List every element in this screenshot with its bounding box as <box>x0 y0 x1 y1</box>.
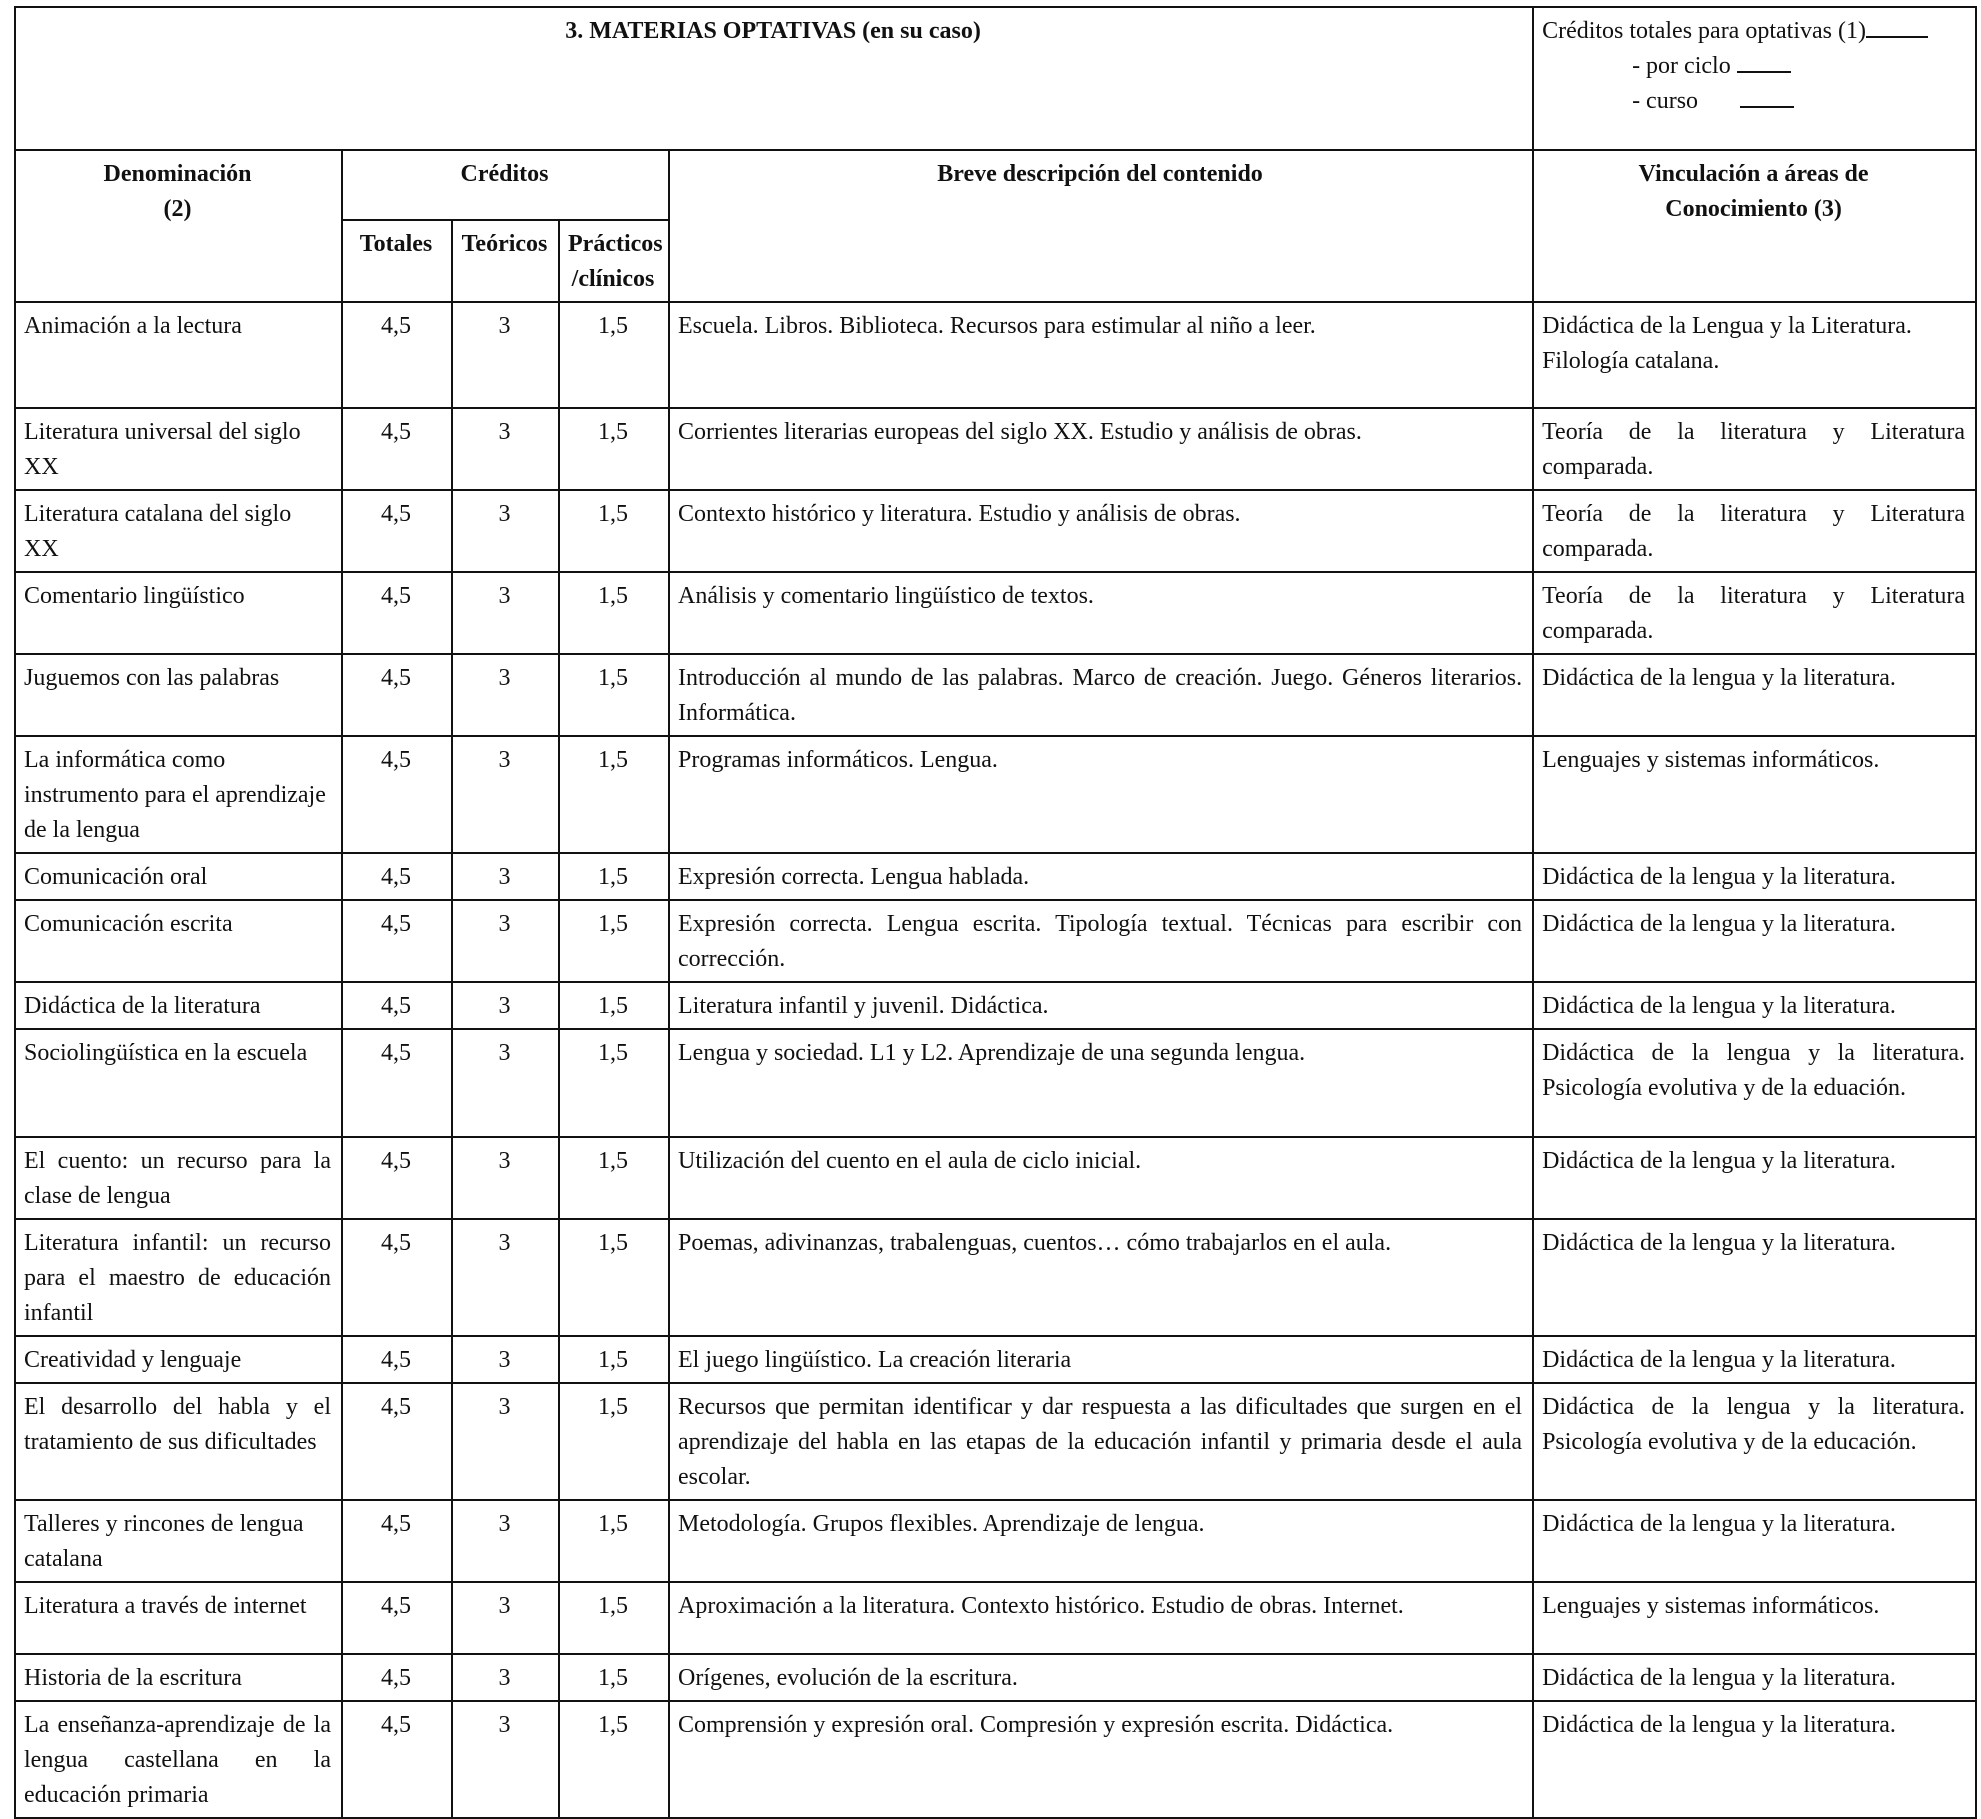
subject-name: Literatura universal del siglo XX <box>15 408 342 490</box>
content-description: Contexto histórico y literatura. Estudio y análisis de obras. <box>669 490 1533 572</box>
credits-totales: 4,5 <box>342 1219 452 1336</box>
content-description: Orígenes, evolución de la escritura. <box>669 1654 1533 1701</box>
credits-practicos: 1,5 <box>559 1219 669 1336</box>
credits-totales: 4,5 <box>342 1336 452 1383</box>
subject-name: La informática como instrumento para el aprendizaje de la lengua <box>15 736 342 853</box>
content-description: Expresión correcta. Lengua escrita. Tipología textual. Técnicas para escribir con corrección. <box>669 900 1533 982</box>
credits-teoricos: 3 <box>452 1137 559 1219</box>
credits-teoricos: 3 <box>452 302 559 408</box>
subject-name: Comunicación oral <box>15 853 342 900</box>
credits-teoricos: 3 <box>452 1582 559 1654</box>
content-description: Aproximación a la literatura. Contexto histórico. Estudio de obras. Internet. <box>669 1582 1533 1654</box>
knowledge-area: Didáctica de la lengua y la literatura. <box>1533 900 1976 982</box>
header-descripcion: Breve descripción del contenido <box>669 150 1533 302</box>
credits-practicos: 1,5 <box>559 408 669 490</box>
credits-totales: 4,5 <box>342 1383 452 1500</box>
credits-ciclo-label: - por ciclo <box>1632 53 1731 79</box>
knowledge-area: Didáctica de la lengua y la literatura. Psicología evolutiva y de la educación. <box>1533 1383 1976 1500</box>
subject-name: Literatura catalana del siglo XX <box>15 490 342 572</box>
subject-name: Historia de la escritura <box>15 1654 342 1701</box>
optativas-table <box>14 6 1977 1819</box>
header-practicos-label: Prácticos <box>568 231 663 257</box>
knowledge-area: Didáctica de la lengua y la literatura. <box>1533 654 1976 736</box>
subject-name: Didáctica de la literatura <box>15 982 342 1029</box>
subject-name: Comunicación escrita <box>15 900 342 982</box>
credits-totales: 4,5 <box>342 736 452 853</box>
credits-totales: 4,5 <box>342 302 452 408</box>
credits-totales: 4,5 <box>342 1500 452 1582</box>
content-description: Literatura infantil y juvenil. Didáctica. <box>669 982 1533 1029</box>
content-description: Corrientes literarias europeas del siglo XX. Estudio y análisis de obras. <box>669 408 1533 490</box>
table-row <box>15 1701 1976 1818</box>
knowledge-area: Teoría de la literatura y Literatura comparada. <box>1533 572 1976 654</box>
content-description: Metodología. Grupos flexibles. Aprendizaje de lengua. <box>669 1500 1533 1582</box>
credits-totales: 4,5 <box>342 1029 452 1137</box>
header-vinculacion-label-2: Conocimiento (3) <box>1665 196 1842 222</box>
knowledge-area: Teoría de la literatura y Literatura comparada. <box>1533 408 1976 490</box>
table-row <box>15 853 1976 900</box>
knowledge-area: Didáctica de la lengua y la literatura. <box>1533 982 1976 1029</box>
credits-totales: 4,5 <box>342 1582 452 1654</box>
header-denominacion-note: (2) <box>163 196 192 222</box>
credits-practicos: 1,5 <box>559 1701 669 1818</box>
table-row <box>15 1219 1976 1336</box>
table-row <box>15 408 1976 490</box>
credits-curso-label: - curso <box>1632 88 1699 114</box>
credits-practicos: 1,5 <box>559 982 669 1029</box>
credits-practicos: 1,5 <box>559 1500 669 1582</box>
content-description: Análisis y comentario lingüístico de textos. <box>669 572 1533 654</box>
knowledge-area: Didáctica de la Lengua y la Literatura. Filología catalana. <box>1533 302 1976 408</box>
credits-teoricos: 3 <box>452 1029 559 1137</box>
knowledge-area: Didáctica de la lengua y la literatura. <box>1533 1701 1976 1818</box>
credits-teoricos: 3 <box>452 982 559 1029</box>
credits-totales: 4,5 <box>342 1137 452 1219</box>
header-vinculacion <box>1533 150 1976 302</box>
content-description: Escuela. Libros. Biblioteca. Recursos para estimular al niño a leer. <box>669 302 1533 408</box>
table-row <box>15 1582 1976 1654</box>
credits-teoricos: 3 <box>452 1654 559 1701</box>
credits-practicos: 1,5 <box>559 654 669 736</box>
credits-teoricos: 3 <box>452 1336 559 1383</box>
credits-teoricos: 3 <box>452 408 559 490</box>
credits-total-box <box>1533 7 1976 150</box>
subject-name: Literatura a través de internet <box>15 1582 342 1654</box>
credits-totales: 4,5 <box>342 1654 452 1701</box>
content-description: Utilización del cuento en el aula de ciclo inicial. <box>669 1137 1533 1219</box>
knowledge-area: Didáctica de la lengua y la literatura. <box>1533 1500 1976 1582</box>
table-row <box>15 1500 1976 1582</box>
credits-teoricos: 3 <box>452 572 559 654</box>
knowledge-area: Didáctica de la lengua y la literatura. <box>1533 1137 1976 1219</box>
credits-totales: 4,5 <box>342 490 452 572</box>
credits-totales: 4,5 <box>342 853 452 900</box>
credits-teoricos: 3 <box>452 1383 559 1500</box>
credits-totales: 4,5 <box>342 408 452 490</box>
content-description: Recursos que permitan identificar y dar respuesta a las dificultades que surgen en el aprendizaje del habla en las etapas de la educación infantil y primaria desde el aula escolar. <box>669 1383 1533 1500</box>
credits-practicos: 1,5 <box>559 490 669 572</box>
table-row <box>15 302 1976 408</box>
header-vinculacion-label: Vinculación a áreas de <box>1638 161 1869 187</box>
knowledge-area: Lenguajes y sistemas informáticos. <box>1533 736 1976 853</box>
credits-practicos: 1,5 <box>559 853 669 900</box>
section-title: 3. MATERIAS OPTATIVAS (en su caso) <box>15 7 1533 150</box>
subject-name: Sociolingüística en la escuela <box>15 1029 342 1137</box>
subject-name: Talleres y rincones de lengua catalana <box>15 1500 342 1582</box>
table-row <box>15 736 1976 853</box>
table-row <box>15 1654 1976 1701</box>
credits-totales: 4,5 <box>342 654 452 736</box>
knowledge-area: Didáctica de la lengua y la literatura. Psicología evolutiva y de la eduación. <box>1533 1029 1976 1137</box>
header-practicos-label-2: /clínicos <box>571 266 655 292</box>
credits-total-label: Créditos totales para optativas (1) <box>1542 18 1866 44</box>
credits-teoricos: 3 <box>452 853 559 900</box>
credits-practicos: 1,5 <box>559 1137 669 1219</box>
table-row <box>15 1029 1976 1137</box>
credits-teoricos: 3 <box>452 654 559 736</box>
content-description: Poemas, adivinanzas, trabalenguas, cuentos… cómo trabajarlos en el aula. <box>669 1219 1533 1336</box>
title-row <box>15 7 1976 150</box>
credits-practicos: 1,5 <box>559 1029 669 1137</box>
credits-totales: 4,5 <box>342 1701 452 1818</box>
table-row <box>15 982 1976 1029</box>
header-denominacion-label: Denominación <box>103 161 252 187</box>
knowledge-area: Didáctica de la lengua y la literatura. <box>1533 853 1976 900</box>
table-row <box>15 1137 1976 1219</box>
subject-name: Creatividad y lenguaje <box>15 1336 342 1383</box>
table-row <box>15 654 1976 736</box>
table-row <box>15 572 1976 654</box>
header-denominacion <box>15 150 342 302</box>
credits-teoricos: 3 <box>452 1500 559 1582</box>
knowledge-area: Didáctica de la lengua y la literatura. <box>1533 1336 1976 1383</box>
header-teoricos: Teóricos <box>452 220 559 302</box>
content-description: Expresión correcta. Lengua hablada. <box>669 853 1533 900</box>
knowledge-area: Lenguajes y sistemas informáticos. <box>1533 1582 1976 1654</box>
header-practicos <box>559 220 669 302</box>
credits-practicos: 1,5 <box>559 1582 669 1654</box>
knowledge-area: Teoría de la literatura y Literatura comparada. <box>1533 490 1976 572</box>
credits-practicos: 1,5 <box>559 736 669 853</box>
table-row <box>15 900 1976 982</box>
subject-name: Comentario lingüístico <box>15 572 342 654</box>
table-row <box>15 1383 1976 1500</box>
content-description: Lengua y sociedad. L1 y L2. Aprendizaje de una segunda lengua. <box>669 1029 1533 1137</box>
credits-teoricos: 3 <box>452 1219 559 1336</box>
credits-totales: 4,5 <box>342 572 452 654</box>
credits-totales: 4,5 <box>342 982 452 1029</box>
content-description: Comprensión y expresión oral. Compresión y expresión escrita. Didáctica. <box>669 1701 1533 1818</box>
credits-teoricos: 3 <box>452 736 559 853</box>
header-totales: Totales <box>342 220 452 302</box>
subject-name: El desarrollo del habla y el tratamiento de sus dificultades <box>15 1383 342 1500</box>
content-description: El juego lingüístico. La creación literaria <box>669 1336 1533 1383</box>
subject-name: Animación a la lectura <box>15 302 342 408</box>
knowledge-area: Didáctica de la lengua y la literatura. <box>1533 1654 1976 1701</box>
credits-totales: 4,5 <box>342 900 452 982</box>
credits-practicos: 1,5 <box>559 1336 669 1383</box>
header-creditos: Créditos <box>342 150 669 220</box>
credits-practicos: 1,5 <box>559 302 669 408</box>
header-row-1 <box>15 150 1976 220</box>
subject-name: El cuento: un recurso para la clase de lengua <box>15 1137 342 1219</box>
credits-teoricos: 3 <box>452 900 559 982</box>
content-description: Introducción al mundo de las palabras. Marco de creación. Juego. Géneros literarios. Informática. <box>669 654 1533 736</box>
knowledge-area: Didáctica de la lengua y la literatura. <box>1533 1219 1976 1336</box>
credits-practicos: 1,5 <box>559 572 669 654</box>
credits-teoricos: 3 <box>452 490 559 572</box>
subject-name: La enseñanza-aprendizaje de la lengua castellana en la educación primaria <box>15 1701 342 1818</box>
credits-teoricos: 3 <box>452 1701 559 1818</box>
credits-practicos: 1,5 <box>559 1383 669 1500</box>
subject-name: Juguemos con las palabras <box>15 654 342 736</box>
subject-name: Literatura infantil: un recurso para el maestro de educación infantil <box>15 1219 342 1336</box>
content-description: Programas informáticos. Lengua. <box>669 736 1533 853</box>
table-row <box>15 1336 1976 1383</box>
table-row <box>15 490 1976 572</box>
credits-practicos: 1,5 <box>559 1654 669 1701</box>
credits-practicos: 1,5 <box>559 900 669 982</box>
